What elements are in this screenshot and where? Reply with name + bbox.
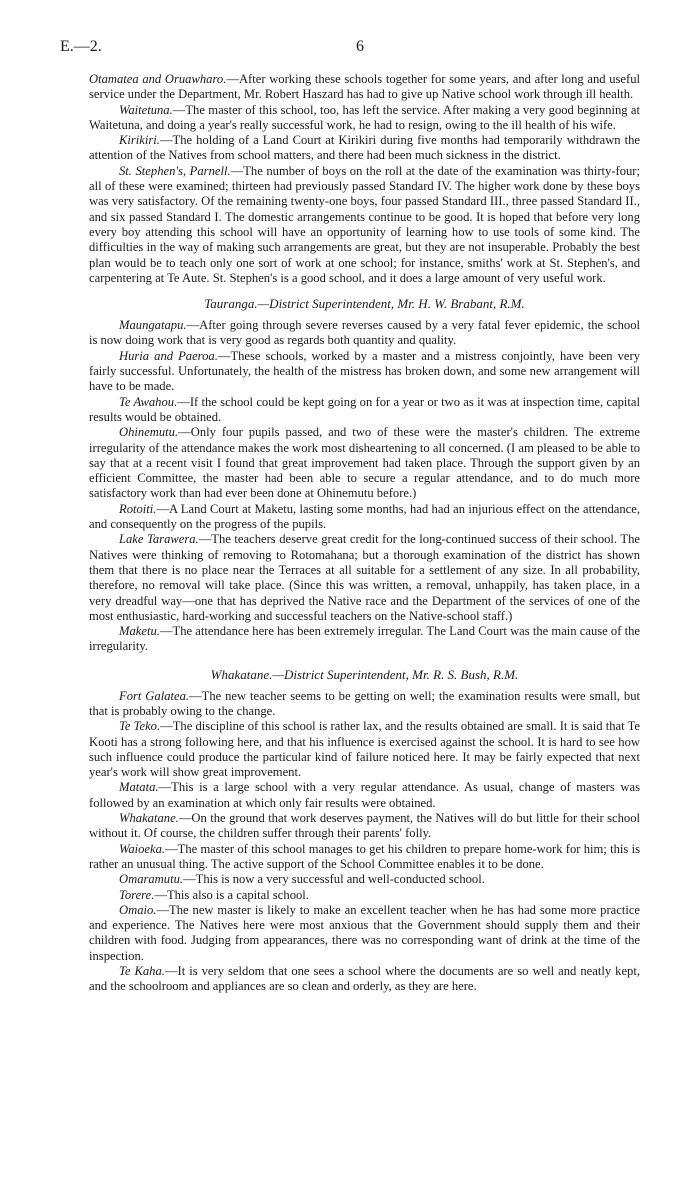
paragraph-text: —After working these schools together for some years, and after long and useful service under the Department, Mr. Robert Haszard has had to give up Native school work through ill health.	[89, 72, 640, 102]
paragraph-text: —On the ground that work deserves payment, the Natives will do but little for their school without it. Of course, the children suffer through their parents' folly.	[89, 811, 640, 841]
school-name: Maketu.	[119, 624, 160, 639]
paragraph-maketu	[89, 624, 640, 655]
paragraph-text: —These schools, worked by a master and a mistress conjointly, have been very fairly successful. Unfortunately, the health of the mistress has broken down, and some new arrangement will have to be made.	[89, 348, 640, 394]
paragraph-text: —It is very seldom that one sees a school where the documents are so well and neatly kept, and the schoolroom and appliances are so clean and orderly, as they are here.	[89, 964, 640, 994]
school-name: Torere.	[119, 887, 155, 902]
paragraph-waitetuna	[89, 103, 640, 134]
school-name: Rotoiti.	[119, 501, 157, 516]
page-number: 6	[356, 38, 364, 55]
paragraph-text: —A Land Court at Maketu, lasting some months, had had an injurious effect on the attendance, and consequently on the progress of the pupils.	[89, 501, 640, 532]
school-name: Te Awahou.	[119, 394, 178, 409]
school-name: Ohinemutu.	[119, 425, 179, 440]
paragraph-ohinemutu	[89, 425, 640, 501]
school-name: Omaramutu.	[119, 872, 184, 887]
district-superintendent: —District Superintendent, Mr. R. S. Bush, R.M.	[272, 666, 519, 682]
paragraph-text: —The new teacher seems to be getting on well; the examination results were small, but that is probably owing to the change.	[89, 688, 640, 718]
paragraph-text: —The master of this school manages to get his children to prepare home-work for him; this is rather an unusual thing. The active support of the School Committee enables it to be done.	[89, 841, 640, 871]
school-name: Otamatea and Oruawharo.	[89, 72, 227, 86]
paragraph-waioeka	[89, 842, 640, 873]
paragraph-text: —The master of this school, too, has left the service. After making a very good beginning at Waitetuna, and doing a year's really successful work, he had to resign, owing to the ill health of his wife.	[89, 102, 640, 132]
paragraph-text: —The teachers deserve great credit for the long-continued success of their school. The Natives were thinking of removing to Rotomahana; but a thorough examination of the district has shown them that there is no place near the Terraces at all suitable for a settlement of any size. In all probability, therefore, no removal will take place. (Since this was written, a removal, unhappily, has taken place, in a very dreadful way—one that has deprived the Native race and the Department of the services of one of the most enthusiastic, hard-working and successful teachers on the Native-school staff.)	[89, 532, 640, 623]
school-name: Whakatane.	[119, 811, 179, 826]
school-name: Huria and Paeroa.	[119, 348, 218, 363]
school-name: St. Stephen's, Parnell.	[119, 163, 231, 178]
paragraph-st-stephens	[89, 164, 640, 286]
paragraph-text: —The attendance here has been extremely irregular. The Land Court was the main cause of the irregularity.	[89, 624, 640, 654]
report-code: E.—2.	[60, 38, 102, 55]
paragraph-te-teko	[89, 719, 640, 780]
school-name: Kirikiri.	[119, 133, 160, 148]
school-name: Omaio.	[119, 902, 157, 917]
paragraph-otamatea	[89, 72, 640, 103]
paragraph-text: —This is a large school with a very regular attendance. As usual, change of masters was followed by an examination at which only fair results were obtained.	[89, 780, 640, 810]
paragraph-whakatane	[89, 811, 640, 842]
paragraph-maungatapu	[89, 318, 640, 349]
school-name: Maungatapu.	[119, 318, 187, 333]
paragraph-text: —The discipline of this school is rather lax, and the results obtained are small. It is said that Te Kooti has a strong following here, and that his influence is exercised against the school. It is hard to see how such influence could produce the particular kind of failure noticed here. It may be fairly expected that next year's work will show great improvement.	[89, 719, 640, 780]
paragraph-text: —If the school could be kept going on for a year or two as it was at inspection time, capital results would be obtained.	[89, 394, 641, 424]
school-name: Waitetuna.	[119, 102, 173, 117]
paragraph-huria-paeroa	[89, 349, 640, 395]
district-place: Tauranga.	[204, 296, 258, 312]
school-name: Waioeka.	[119, 841, 166, 856]
paragraph-torere	[89, 888, 640, 903]
district-heading-whakatane	[89, 667, 640, 683]
school-name: Matata.	[119, 780, 159, 795]
paragraph-omaio	[89, 903, 640, 964]
district-heading-tauranga	[89, 296, 640, 312]
paragraph-text: —The number of boys on the roll at the date of the examination was thirty-four; all of these were examined; thirteen had previously passed Standard IV. The higher work done by these boys was very satisfactory. Of the remaining twenty-one boys, four passed Standard III., three passed Standard II., and six passed Standard I. The domestic arrangements continue to be good. It is hoped that before very long every boy attending this school will have an opportunity of learning how to use tools of some kind. The difficulties in the way of making such arrangements are great, but they are not insuperable. Probably the best plan would be to teach only one sort of work at one school; for instance, smiths' work at St. Stephen's, and carpentering at Te Aute. St. Stephen's is a good school, and it does a large amount of very useful work.	[89, 163, 640, 285]
paragraph-omaramutu	[89, 872, 640, 887]
district-superintendent: —District Superintendent, Mr. H. W. Brabant, R.M.	[257, 296, 525, 312]
school-name: Lake Tarawera.	[119, 532, 199, 547]
paragraph-text: —After going through severe reverses caused by a very fatal fever epidemic, the school is now doing work that is very good as regards both quantity and quality.	[89, 318, 640, 348]
paragraph-text: —The holding of a Land Court at Kirikiri during five months had temporarily withdrawn the attention of the Natives from school matters, and there had been much sickness in the district.	[89, 133, 640, 163]
page-header	[60, 38, 640, 62]
paragraph-rotoiti	[89, 502, 640, 533]
school-name: Te Teko.	[119, 719, 161, 734]
paragraph-kirikiri	[89, 133, 640, 164]
paragraph-text: —Only four pupils passed, and two of these were the master's children. The extreme irregularity of the attendance makes the work most disheartening to all concerned. (I am pleased to be able to say that at a recent visit I found that great improvement had taken place. Through the support given by an efficient Committee, the master had been able to secure a regular attendance, and to do much more satisfactory work than had ever been done at Ohinemutu before.)	[89, 425, 640, 501]
paragraph-matata	[89, 780, 640, 811]
district-place: Whakatane.	[210, 666, 273, 682]
paragraph-lake-tarawera	[89, 532, 640, 624]
school-name: Fort Galatea.	[119, 688, 190, 703]
paragraph-text: —This also is a capital school.	[154, 887, 309, 902]
paragraph-text: —This is now a very successful and well-conducted school.	[183, 872, 485, 887]
school-name: Te Kaha.	[119, 964, 165, 979]
report-body	[89, 72, 640, 995]
paragraph-te-awahou	[89, 395, 640, 426]
paragraph-fort-galatea	[89, 689, 640, 720]
paragraph-te-kaha	[89, 964, 640, 995]
paragraph-text: —The new master is likely to make an excellent teacher when he has had some more practice and experience. The Natives here were most anxious that the Government should supply them and their children with food. Judging from appearances, there was no corresponding want of drink at the time of the inspection.	[89, 902, 640, 963]
